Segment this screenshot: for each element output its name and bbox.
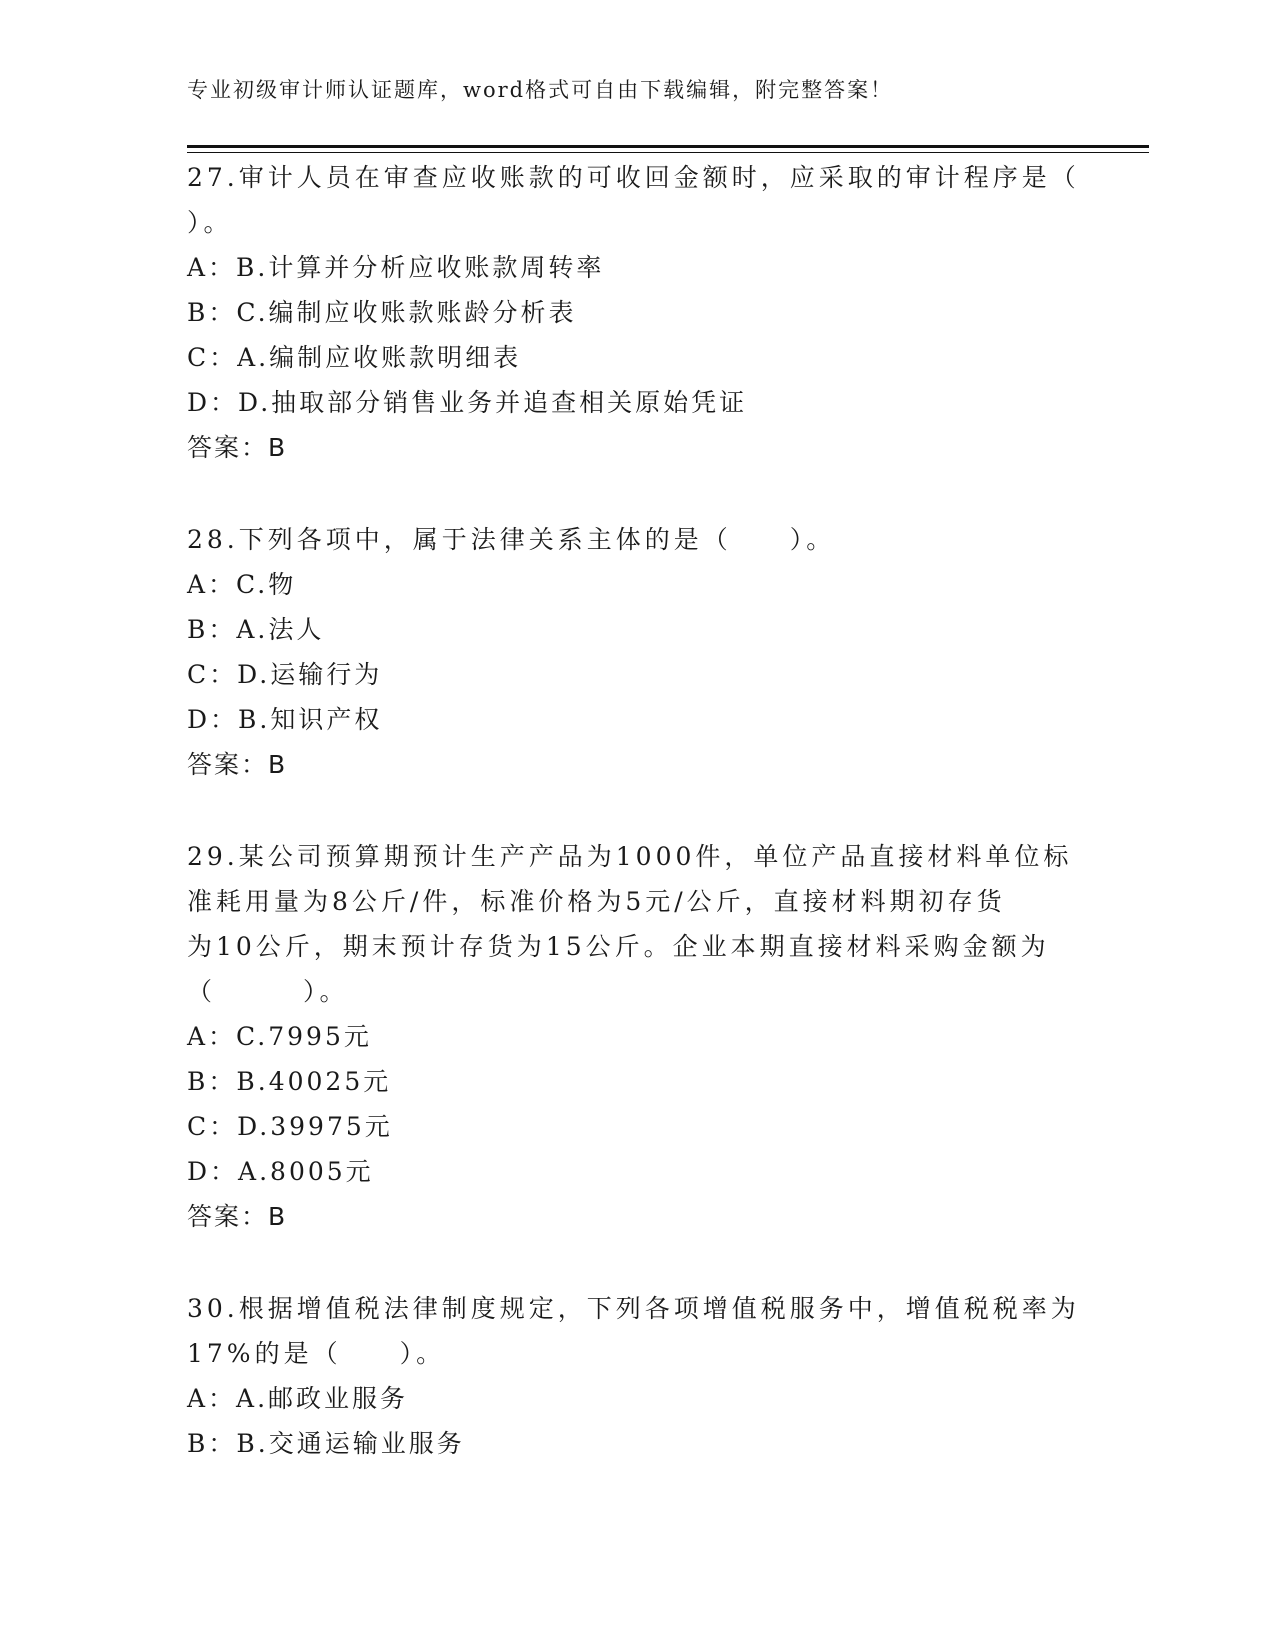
header-rule-thin — [187, 152, 1149, 153]
question-list — [187, 155, 1087, 1513]
option-b: B：B.40025元 — [187, 1067, 392, 1096]
option-a: A：A.邮政业服务 — [187, 1384, 409, 1413]
answer-line: 答案：B — [187, 750, 288, 779]
option-d: D：A.8005元 — [187, 1157, 374, 1186]
stem-line: 29.某公司预算期预计生产产品为1000件，单位产品直接材料单位标 — [187, 842, 1073, 871]
header-rule-thick — [187, 145, 1149, 148]
stem-line: 17%的是（ ）。 — [187, 1339, 446, 1368]
option-c: C：D.39975元 — [187, 1112, 393, 1141]
question-stem — [187, 834, 1087, 1014]
question-28 — [187, 517, 1087, 787]
option-d: D：D.抽取部分销售业务并追查相关原始凭证 — [187, 388, 748, 417]
question-stem — [187, 517, 1087, 562]
question-stem — [187, 1286, 1087, 1376]
question-29 — [187, 834, 1087, 1239]
stem-line: 27.审计人员在审查应收账款的可收回金额时，应采取的审计程序是（ — [187, 163, 1080, 192]
question-stem — [187, 155, 1087, 245]
option-a: A：B.计算并分析应收账款周转率 — [187, 253, 605, 282]
option-c: C：A.编制应收账款明细表 — [187, 343, 522, 372]
option-b: B：B.交通运输业服务 — [187, 1429, 465, 1458]
stem-line: 准耗用量为8公斤/件，标准价格为5元/公斤，直接材料期初存货 — [187, 887, 1006, 916]
option-a: A：C.物 — [187, 570, 297, 599]
stem-line: 30.根据增值税法律制度规定，下列各项增值税服务中，增值税税率为 — [187, 1294, 1080, 1323]
stem-line: ）。 — [187, 208, 233, 237]
page-header: 专业初级审计师认证题库，word格式可自由下载编辑，附完整答案！ — [187, 78, 894, 102]
option-d: D：B.知识产权 — [187, 705, 383, 734]
stem-line: 28.下列各项中，属于法律关系主体的是（ ）。 — [187, 525, 836, 554]
option-b: B：A.法人 — [187, 615, 325, 644]
answer-line: 答案：B — [187, 1202, 288, 1231]
question-30 — [187, 1286, 1087, 1466]
stem-line: 为10公斤，期末预计存货为15公斤。企业本期直接材料采购金额为 — [187, 932, 1050, 961]
option-b: B：C.编制应收账款账龄分析表 — [187, 298, 577, 327]
stem-line: （ ）。 — [187, 977, 349, 1006]
option-a: A：C.7995元 — [187, 1022, 372, 1051]
option-c: C：D.运输行为 — [187, 660, 383, 689]
answer-line: 答案：B — [187, 433, 288, 462]
question-27 — [187, 155, 1087, 470]
